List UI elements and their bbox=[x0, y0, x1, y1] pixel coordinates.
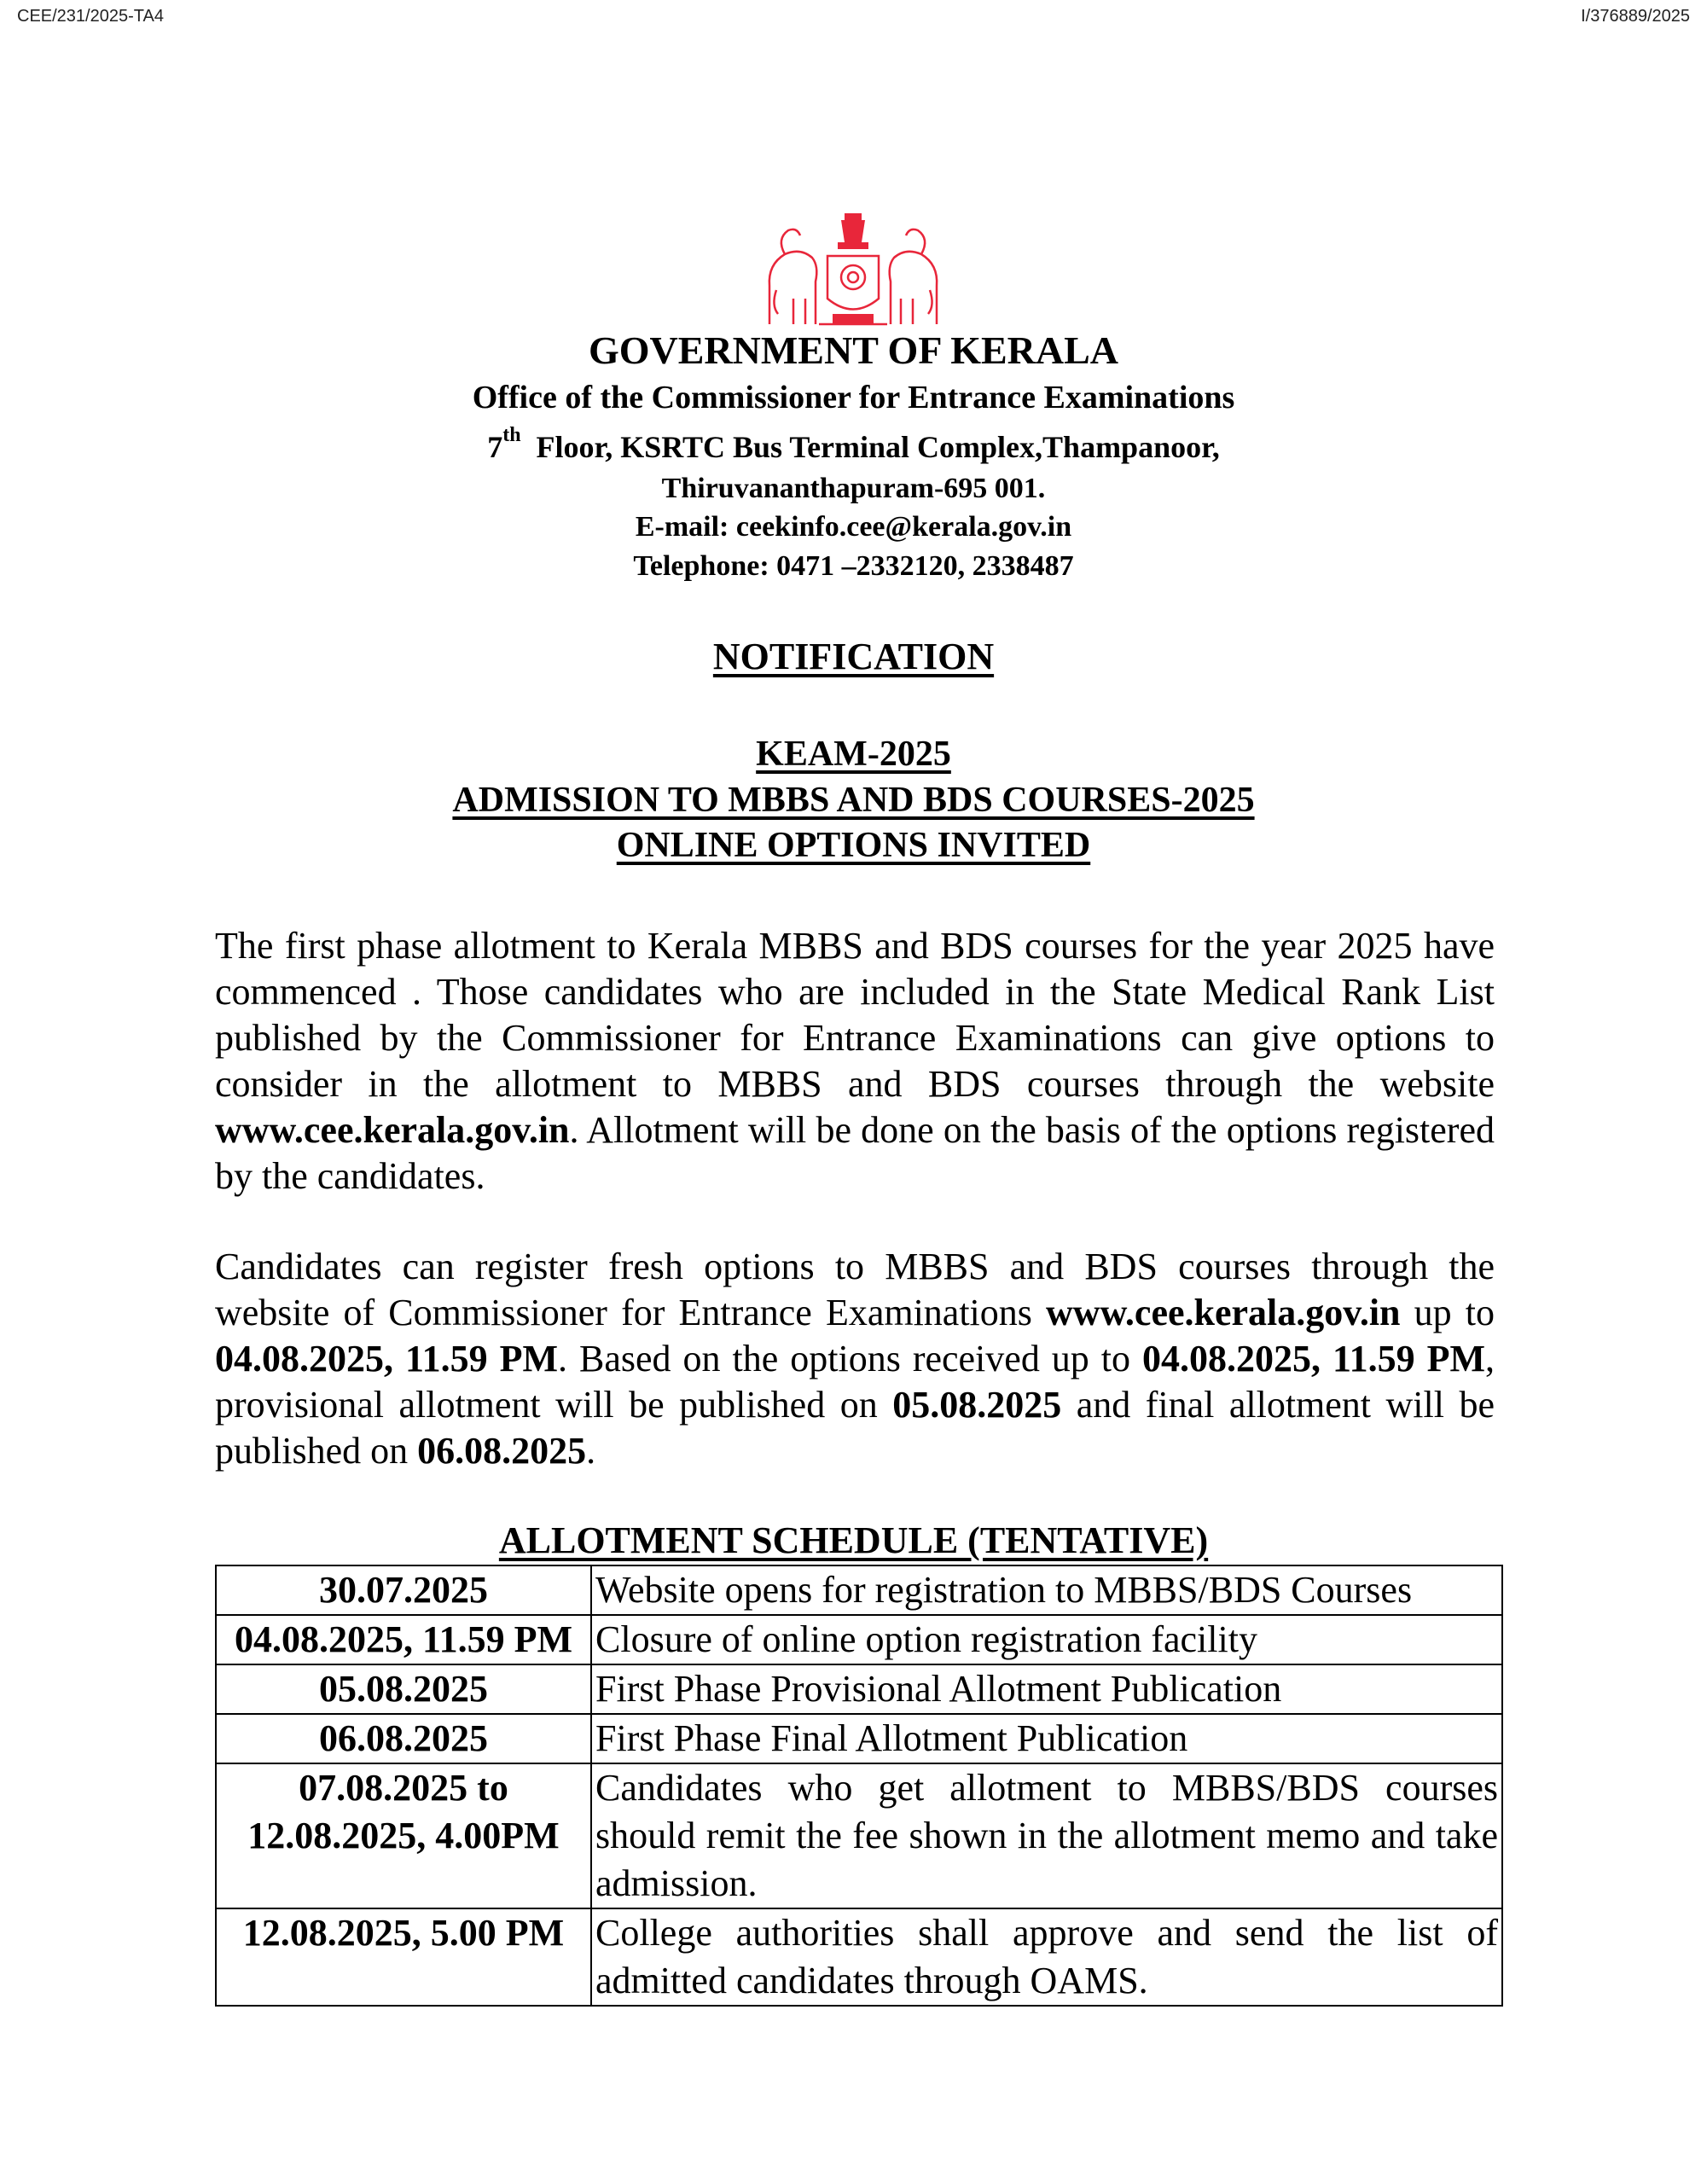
paragraph2-text-6: . bbox=[586, 1430, 596, 1472]
schedule-description-cell: First Phase Final Allotment Publication bbox=[591, 1714, 1502, 1763]
schedule-date-cell: 06.08.2025 bbox=[216, 1714, 591, 1763]
notification-heading: NOTIFICATION bbox=[712, 636, 995, 677]
paragraph2-text-5: and final allotment will be published on bbox=[215, 1384, 1495, 1472]
table-row bbox=[216, 1714, 1502, 1763]
final-date: 06.08.2025 bbox=[417, 1430, 587, 1472]
deadline-date-2: 04.08.2025, 11.59 PM bbox=[1142, 1338, 1486, 1380]
schedule-date-cell: 07.08.2025 to 12.08.2025, 4.00PM bbox=[216, 1763, 591, 1908]
allotment-schedule-table bbox=[215, 1565, 1503, 2007]
floor-ordinal-suffix: th bbox=[502, 424, 521, 446]
table-row bbox=[216, 1615, 1502, 1664]
table-row bbox=[216, 1763, 1502, 1908]
government-heading: GOVERNMENT OF KERALA bbox=[588, 328, 1119, 372]
paragraph2-text-4: , provisional allotment will be published on bbox=[215, 1338, 1495, 1426]
paragraph-registration-deadline bbox=[215, 1244, 1495, 1474]
notification-title-keam: KEAM-2025 bbox=[756, 735, 951, 774]
office-heading: Office of the Commissioner for Entrance Examinations bbox=[472, 380, 1235, 415]
paragraph2-text-1: Candidates can register fresh options to MBBS and BDS courses through the website of Commissioner for Entrance Examinations bbox=[215, 1246, 1495, 1333]
schedule-date-cell: 04.08.2025, 11.59 PM bbox=[216, 1615, 591, 1664]
table-row bbox=[216, 1908, 1502, 2006]
schedule-description-cell: College authorities shall approve and send the list of admitted candidates through OAMS. bbox=[591, 1908, 1502, 2006]
schedule-date-cell: 05.08.2025 bbox=[216, 1664, 591, 1714]
address-line-1-rest: Floor, KSRTC Bus Terminal Complex,Thampanoor, bbox=[536, 430, 1220, 464]
schedule-title: ALLOTMENT SCHEDULE (TENTATIVE) bbox=[498, 1519, 1209, 1561]
schedule-description-cell: First Phase Provisional Allotment Publication bbox=[591, 1664, 1502, 1714]
paragraph1-text-after: . Allotment will be done on the basis of the options registered by the candidates. bbox=[215, 1109, 1495, 1197]
website-link[interactable]: www.cee.kerala.gov.in bbox=[215, 1109, 570, 1151]
website-link-2[interactable]: www.cee.kerala.gov.in bbox=[1046, 1292, 1401, 1333]
table-row bbox=[216, 1664, 1502, 1714]
deadline-date-1: 04.08.2025, 11.59 PM bbox=[215, 1338, 558, 1380]
paragraph2-text-3: . Based on the options received up to bbox=[557, 1338, 1143, 1380]
file-reference-left: CEE/231/2025-TA4 bbox=[17, 7, 164, 26]
schedule-description-cell: Candidates who get allotment to MBBS/BDS courses should remit the fee shown in the allotment memo and take admission. bbox=[591, 1763, 1502, 1908]
schedule-description-cell: Website opens for registration to MBBS/BDS Courses bbox=[591, 1565, 1502, 1615]
kerala-government-emblem-icon bbox=[759, 205, 947, 333]
email-line: E-mail: ceekinfo.cee@kerala.gov.in bbox=[635, 511, 1072, 543]
table-row bbox=[216, 1565, 1502, 1615]
notification-title-options: ONLINE OPTIONS INVITED bbox=[616, 826, 1091, 865]
paragraph-allotment-intro bbox=[215, 923, 1495, 1199]
file-reference-right: I/376889/2025 bbox=[1581, 7, 1690, 26]
schedule-date-cell: 30.07.2025 bbox=[216, 1565, 591, 1615]
paragraph2-text-2: up to bbox=[1400, 1292, 1495, 1333]
address-line-2: Thiruvananthapuram-695 001. bbox=[661, 473, 1046, 504]
paragraph1-text-before: The first phase allotment to Kerala MBBS and BDS courses for the year 2025 have commenced . Those candidates who are included in the State Medical Rank List published by the Commissioner for Entrance Examinations can give options to consider in the allotment to MBBS and BDS courses through the website bbox=[215, 925, 1495, 1105]
address-line-1 bbox=[0, 424, 1707, 465]
schedule-date-cell: 12.08.2025, 5.00 PM bbox=[216, 1908, 591, 2006]
schedule-description-cell: Closure of online option registration facility bbox=[591, 1615, 1502, 1664]
floor-number: 7 bbox=[487, 430, 503, 464]
notification-title-admission: ADMISSION TO MBBS AND BDS COURSES-2025 bbox=[452, 781, 1255, 820]
telephone-line: Telephone: 0471 –2332120, 2338487 bbox=[633, 550, 1074, 582]
provisional-date: 05.08.2025 bbox=[892, 1384, 1062, 1426]
